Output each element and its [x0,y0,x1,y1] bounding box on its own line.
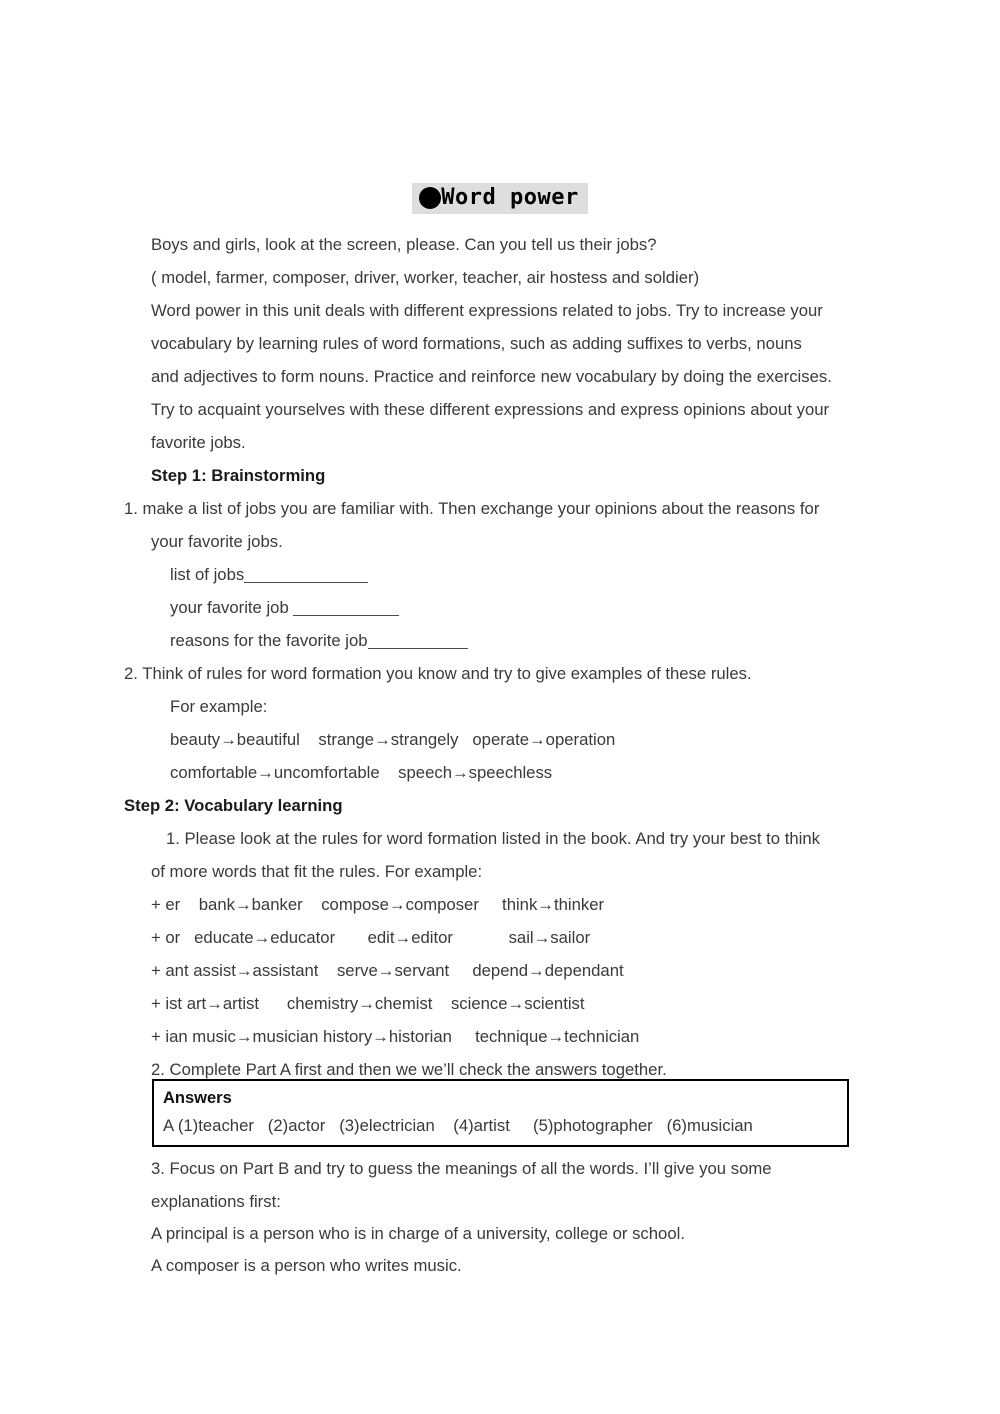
step1-item1-line1: 1. make a list of jobs you are familiar with. Then exchange your opinions about the reasons for [124,499,820,518]
suffix-rule-line: + ant assist→assistant serve→servant depend→dependant [151,961,624,980]
filled-circle-bullet-icon [419,187,441,209]
step2-item2: 2. Complete Part A first and then we we’ll check the answers together. [151,1060,667,1079]
answers-box-line: A (1)teacher (2)actor (3)electrician (4)artist (5)photographer (6)musician [163,1116,753,1135]
intro-line: Try to acquaint yourselves with these different expressions and express opinions about your [151,400,830,419]
intro-line: Word power in this unit deals with different expressions related to jobs. Try to increase your [151,301,823,320]
intro-line: ( model, farmer, composer, driver, worker, teacher, air hostess and soldier) [151,268,700,287]
step1-example-line: beauty→beautiful strange→strangely operate→operation [170,730,616,749]
fill-in-favorite-job [0,591,1000,624]
intro-line: and adjectives to form nouns. Practice and reinforce new vocabulary by doing the exercises. [151,367,832,386]
fill-in-reasons-blank[interactable] [368,636,468,649]
step2-item3-line2: explanations first: [151,1192,281,1211]
fill-in-reasons [0,624,1000,657]
fill-in-favorite-job-label: your favorite job [170,598,294,617]
explanation-principal: A principal is a person who is in charge of a university, college or school. [151,1224,685,1243]
title-highlight-box [412,183,587,214]
step1-for-example-label: For example: [170,697,268,716]
answers-box [152,1079,849,1147]
intro-line: vocabulary by learning rules of word formations, such as adding suffixes to verbs, nouns [151,334,802,353]
step1-heading: Step 1: Brainstorming [151,466,326,485]
step2-item3-line1: 3. Focus on Part B and try to guess the meanings of all the words. I’ll give you some [151,1159,772,1178]
explanation-composer: A composer is a person who writes music. [151,1256,462,1275]
fill-in-list-of-jobs-blank[interactable] [244,570,368,583]
step2-item1-line1: 1. Please look at the rules for word formation listed in the book. And try your best to think [166,829,820,848]
page-title [0,183,1000,214]
fill-in-favorite-job-blank[interactable] [293,603,399,616]
answers-box-title: Answers [163,1089,232,1107]
step2-item1-line2: of more words that fit the rules. For example: [151,862,483,881]
suffix-rule-line: + er bank→banker compose→composer think→thinker [151,895,605,914]
suffix-rule-line: + ist art→artist chemistry→chemist science→scientist [151,994,585,1013]
fill-in-list-of-jobs [0,558,1000,591]
step1-item2: 2. Think of rules for word formation you know and try to give examples of these rules. [124,664,752,683]
step1-item1-line2: your favorite jobs. [151,532,283,551]
intro-line: Boys and girls, look at the screen, please. Can you tell us their jobs? [151,235,657,254]
fill-in-list-of-jobs-label: list of jobs [170,565,245,584]
title-text: Word power [441,185,579,210]
suffix-rule-line: + or educate→educator edit→editor sail→sailor [151,928,591,947]
intro-line: favorite jobs. [151,433,246,452]
step2-heading: Step 2: Vocabulary learning [124,796,343,815]
suffix-rule-line: + ian music→musician history→historian technique→technician [151,1027,640,1046]
fill-in-reasons-label: reasons for the favorite job [170,631,368,650]
step1-example-line: comfortable→uncomfortable speech→speechless [170,763,553,782]
